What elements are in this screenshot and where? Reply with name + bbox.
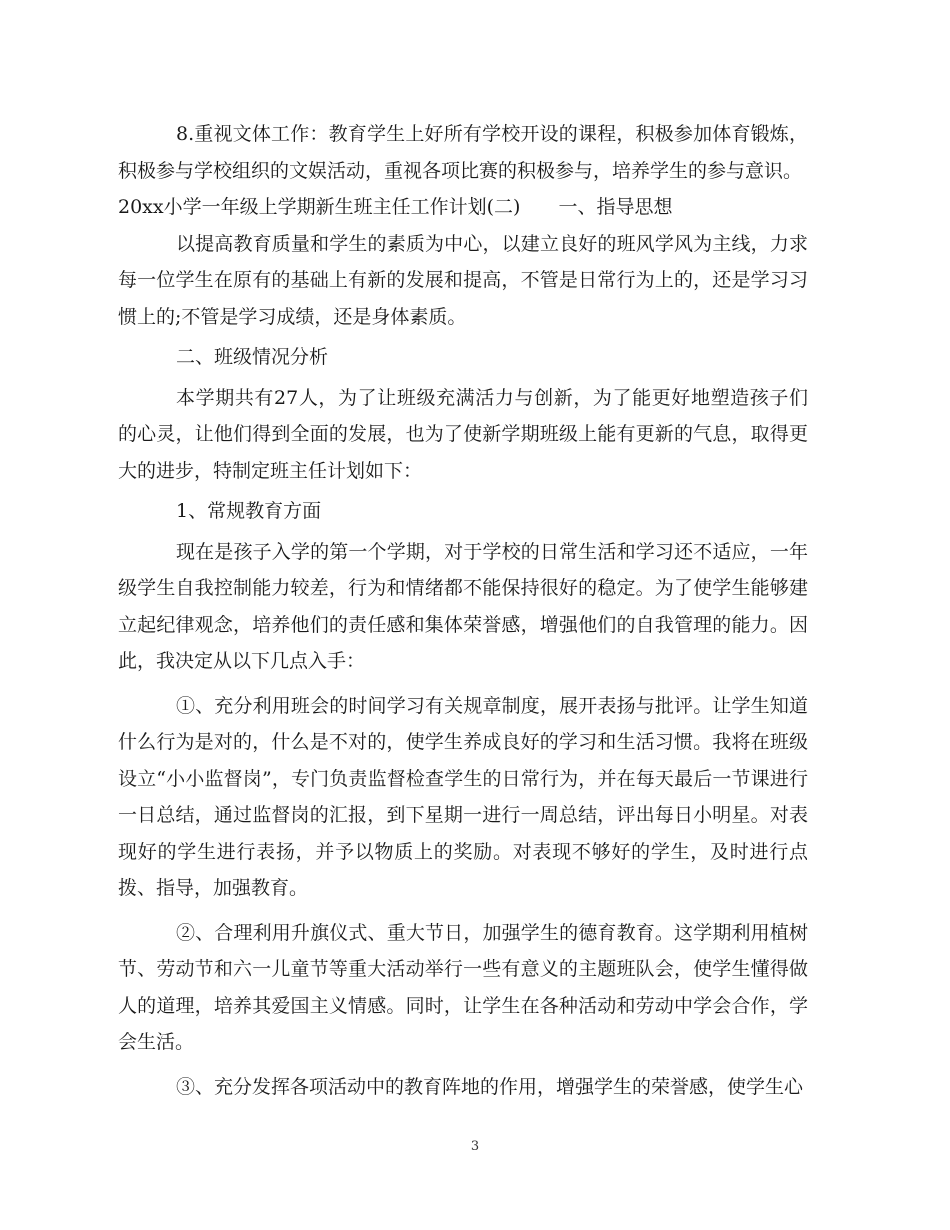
- section-heading-routine-education: 1、常规教育方面: [176, 500, 322, 522]
- page-number: 3: [470, 1139, 480, 1154]
- document-heading-line: [118, 189, 808, 226]
- document-body: [118, 116, 808, 1105]
- paragraph-point-1: ①、充分利用班会的时间学习有关规章制度，展开表扬与批评。让学生知道什么行为是对的，什么是不对的，使学生养成良好的学习和生活习惯。我将在班级设立“小小监督岗”，专门负责监督检查学生的日常行为，并在每天最后一节课进行一日总结，通过监督岗的汇报，到下星期一进行一周总结，评出每日小明星。对表现好的学生进行表扬，并予以物质上的奖励。对表现不够好的学生，及时进行点拨、指导，加强教育。: [118, 694, 808, 899]
- paragraph-routine-education: 现在是孩子入学的第一个学期，对于学校的日常生活和学习还不适应，一年级学生自我控制能力较差，行为和情绪都不能保持很好的稳定。为了使学生能够建立起纪律观念，培养他们的责任感和集体荣誉感，增强他们的自我管理的能力。因此，我决定从以下几点入手：: [118, 540, 808, 672]
- paragraph-point-2: ②、合理利用升旗仪式、重大节日，加强学生的德育教育。这学期利用植树节、劳动节和六一儿童节等重大活动举行一些有意义的主题班队会，使学生懂得做人的道理，培养其爱国主义情感。同时，让学生在各种活动和劳动中学会合作，学会生活。: [118, 921, 808, 1053]
- paragraph-class-analysis: 本学期共有27人，为了让班级充满活力与创新，为了能更好地塑造孩子们的心灵，让他们得到全面的发展，也为了使新学期班级上能有更新的气息，取得更大的进步，特制定班主任计划如下：: [118, 386, 808, 482]
- paragraph-guiding-thought: 以提高教育质量和学生的素质为中心，以建立良好的班风学风为主线，力求每一位学生在原有的基础上有新的发展和提高，不管是日常行为上的，还是学习习惯上的;不管是学习成绩，还是身体素质。: [118, 232, 808, 328]
- paragraph-point-3: ③、充分发挥各项活动中的教育阵地的作用，增强学生的荣誉感，使学生心: [176, 1075, 804, 1098]
- document-title: 20xx小学一年级上学期新生班主任工作计划(二): [118, 196, 521, 218]
- paragraph-culture-sports: 8.重视文体工作：教育学生上好所有学校开设的课程，积极参加体育锻炼，积极参与学校组织的文娱活动，重视各项比赛的积极参与，培养学生的参与意识。: [118, 123, 808, 182]
- section-heading-guiding-thought: 一、指导思想: [558, 196, 673, 218]
- section-heading-class-analysis: 二、班级情况分析: [176, 346, 329, 368]
